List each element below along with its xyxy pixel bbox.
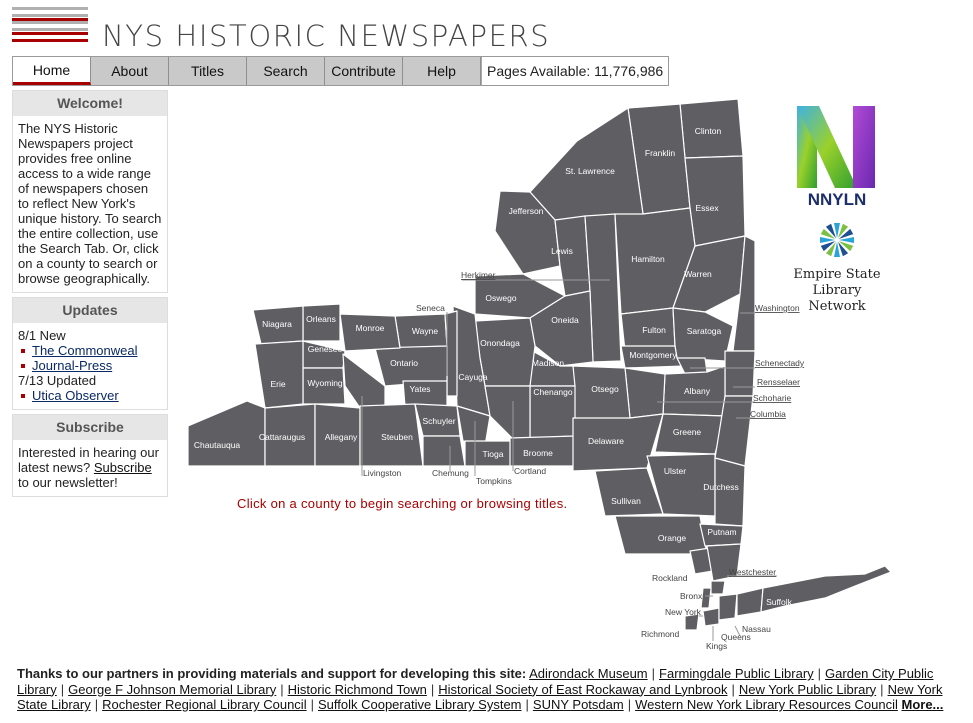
label-schenectady: Schenectady xyxy=(755,358,805,368)
nys-county-map xyxy=(185,96,895,651)
label-montgomery: Montgomery xyxy=(629,350,677,360)
nnyln-text: NNYLN xyxy=(807,190,867,208)
label-nassau: Nassau xyxy=(742,624,771,634)
tab-about[interactable]: About xyxy=(91,57,169,85)
label-clinton: Clinton xyxy=(694,126,722,136)
label-chemung: Chemung xyxy=(432,468,469,478)
label-cattaraugus: Cattaraugus xyxy=(258,432,306,442)
updates-box xyxy=(12,297,168,410)
county-nassau[interactable] xyxy=(737,588,763,616)
sidebar xyxy=(12,90,168,501)
label-washington: Washington xyxy=(755,303,800,313)
label-saratoga: Saratoga xyxy=(686,326,722,336)
partner-link[interactable]: Western New York Library Resources Council xyxy=(635,697,898,712)
label-rensselaer: Rensselaer xyxy=(757,377,800,387)
label-ulster: Ulster xyxy=(663,466,687,476)
label-tompkins: Tompkins xyxy=(476,476,512,486)
subscribe-text-after: to our newsletter! xyxy=(18,475,118,490)
county-schoharie[interactable] xyxy=(625,368,665,418)
tab-help[interactable]: Help xyxy=(403,57,481,85)
partner-link[interactable]: New York Public Library xyxy=(738,681,877,697)
label-tioga: Tioga xyxy=(482,449,504,459)
site-logo[interactable] xyxy=(12,7,682,53)
esln-line2: Library Network xyxy=(808,283,866,314)
label-steuben: Steuben xyxy=(381,432,413,442)
partners-more-link[interactable]: More... xyxy=(901,697,944,712)
label-hamilton: Hamilton xyxy=(631,254,665,264)
subscribe-text-before: Interested in hearing our latest news? xyxy=(18,445,159,475)
county-cortland[interactable] xyxy=(485,386,530,441)
subscribe-box xyxy=(12,414,168,497)
partner-link[interactable]: Suffolk Cooperative Library System xyxy=(317,697,522,712)
label-chautauqua: Chautauqua xyxy=(193,440,241,450)
label-orange: Orange xyxy=(657,533,687,543)
map-instruction: Click on a county to begin searching or browsing titles. xyxy=(237,496,568,511)
update-link-commonweal[interactable]: The Commonweal xyxy=(32,343,138,358)
newspaper-stripes-icon xyxy=(12,7,88,45)
nnyln-n-icon xyxy=(795,104,879,208)
welcome-box xyxy=(12,90,168,293)
updates-title: Updates xyxy=(13,298,167,323)
tab-titles[interactable]: Titles xyxy=(169,57,247,85)
county-dutchess[interactable] xyxy=(715,458,745,526)
label-otsego: Otsego xyxy=(591,384,619,394)
county-rensselaer[interactable] xyxy=(725,351,755,396)
label-madison: Madison xyxy=(531,358,565,368)
nnyln-logo[interactable] xyxy=(795,104,879,208)
county-new-york[interactable] xyxy=(701,588,711,608)
label-greene: Greene xyxy=(672,427,702,437)
update-group-label: 8/1 New xyxy=(18,328,66,343)
label-wayne: Wayne xyxy=(411,326,439,336)
label-yates: Yates xyxy=(409,384,431,394)
partner-link[interactable]: New York State Library xyxy=(17,681,943,712)
label-new-york: New York xyxy=(665,607,701,617)
label-schoharie: Schoharie xyxy=(753,393,792,403)
esln-line1: Empire State xyxy=(793,267,881,282)
label-wyoming: Wyoming xyxy=(307,378,343,388)
label-fulton: Fulton xyxy=(642,325,666,335)
esln-logo[interactable] xyxy=(783,220,891,314)
subscribe-text xyxy=(18,445,162,490)
label-oneida: Oneida xyxy=(551,315,579,325)
label-orleans: Orleans xyxy=(306,314,336,324)
label-broome: Broome xyxy=(523,448,553,458)
welcome-text: The NYS Historic Newspapers project provides free online access to a wide range of newspapers chosen to reflect New York's unique history. To search the entire collection, use the Search Tab. Or, click on a county to search or browse geographically. xyxy=(18,121,162,286)
pages-available-count: Pages Available: 11,776,986 xyxy=(481,57,668,85)
county-essex[interactable] xyxy=(685,156,745,246)
tab-home[interactable]: Home xyxy=(13,57,91,85)
label-columbia: Columbia xyxy=(750,409,786,419)
label-queens: Queens xyxy=(721,632,751,642)
label-genesee: Genesee xyxy=(307,344,343,354)
partner-link[interactable]: Historic Richmond Town xyxy=(287,681,427,697)
county-st-lawrence[interactable] xyxy=(530,108,643,220)
label-erie: Erie xyxy=(270,379,286,389)
subscribe-link[interactable]: Subscribe xyxy=(93,460,152,475)
label-niagara: Niagara xyxy=(262,319,292,329)
update-group-label: 7/13 Updated xyxy=(18,373,97,388)
update-link-utica-observer[interactable]: Utica Observer xyxy=(32,388,119,403)
label-dutchess: Dutchess xyxy=(703,482,739,492)
partner-link[interactable]: George F Johnson Memorial Library xyxy=(68,681,277,697)
county-schenectady[interactable] xyxy=(677,358,707,374)
label-seneca: Seneca xyxy=(416,303,445,313)
welcome-title: Welcome! xyxy=(13,91,167,116)
label-livingston: Livingston xyxy=(363,468,402,478)
label-st-lawrence: St. Lawrence xyxy=(565,166,615,176)
label-monroe: Monroe xyxy=(355,323,385,333)
county-otsego[interactable] xyxy=(573,366,630,424)
label-richmond: Richmond xyxy=(641,629,680,639)
partners-footer: Thanks to our partners in providing materials and support for developing this site: Adirondack Museum | Farmingdale Public Library | Garden City Public Library | George F Johnson Memorial Library | Historic Richmond Town | Historical Society of East Rockaway and Lynbrook | New York Public Library | New York State Library | Rochester Regional Library Council | Suffolk Cooperative Library System | SUNY Potsdam | Western New York Library Resources Council More... xyxy=(17,666,944,712)
subscribe-title: Subscribe xyxy=(13,415,167,440)
label-schuyler: Schuyler xyxy=(422,416,456,426)
county-queens[interactable] xyxy=(719,594,737,620)
label-jefferson: Jefferson xyxy=(508,206,544,216)
partner-link[interactable]: Garden City Public Library xyxy=(17,666,934,697)
tab-contribute[interactable]: Contribute xyxy=(325,57,403,85)
label-kings: Kings xyxy=(706,641,728,651)
update-link-journal-press[interactable]: Journal-Press xyxy=(32,358,113,373)
partners-intro: Thanks to our partners in providing materials and support for developing this site: xyxy=(17,666,527,681)
label-oswego: Oswego xyxy=(485,293,517,303)
tab-search[interactable]: Search xyxy=(247,57,325,85)
label-herkimer: Herkimer xyxy=(461,270,496,280)
label-warren: Warren xyxy=(684,269,712,279)
label-albany: Albany xyxy=(684,386,710,396)
county-erie[interactable] xyxy=(255,341,303,408)
partner-link[interactable]: Farmingdale Public Library xyxy=(659,666,814,681)
county-lewis[interactable] xyxy=(555,216,590,296)
label-cayuga: Cayuga xyxy=(458,372,488,382)
label-delaware: Delaware xyxy=(588,436,624,446)
partner-link[interactable]: SUNY Potsdam xyxy=(532,697,624,712)
label-putnam: Putnam xyxy=(707,527,737,537)
county-chemung[interactable] xyxy=(423,436,465,466)
partner-link[interactable]: Rochester Regional Library Council xyxy=(102,697,307,712)
label-cortland: Cortland xyxy=(514,466,547,476)
county-bronx[interactable] xyxy=(711,581,725,594)
label-franklin: Franklin xyxy=(644,148,676,158)
site-title: NYS HISTORIC NEWSPAPERS xyxy=(102,19,551,53)
county-chautauqua[interactable] xyxy=(188,401,265,466)
partner-link[interactable]: Adirondack Museum xyxy=(529,666,648,681)
label-bronx: Bronx xyxy=(680,591,703,601)
label-allegany: Allegany xyxy=(324,432,358,442)
label-westchester: Westchester xyxy=(729,567,777,577)
label-suffolk: Suffolk xyxy=(766,597,792,607)
label-lewis: Lewis xyxy=(551,246,573,256)
partner-link[interactable]: Historical Society of East Rockaway and Lynbrook xyxy=(438,681,728,697)
label-rockland: Rockland xyxy=(652,573,688,583)
label-onondaga: Onondaga xyxy=(480,338,520,348)
label-essex: Essex xyxy=(695,203,719,213)
label-sullivan: Sullivan xyxy=(611,496,641,506)
label-ontario: Ontario xyxy=(390,358,418,368)
label-chenango: Chenango xyxy=(533,387,573,397)
starburst-icon xyxy=(817,220,857,260)
main-nav xyxy=(12,56,669,86)
county-kings[interactable] xyxy=(703,608,719,626)
